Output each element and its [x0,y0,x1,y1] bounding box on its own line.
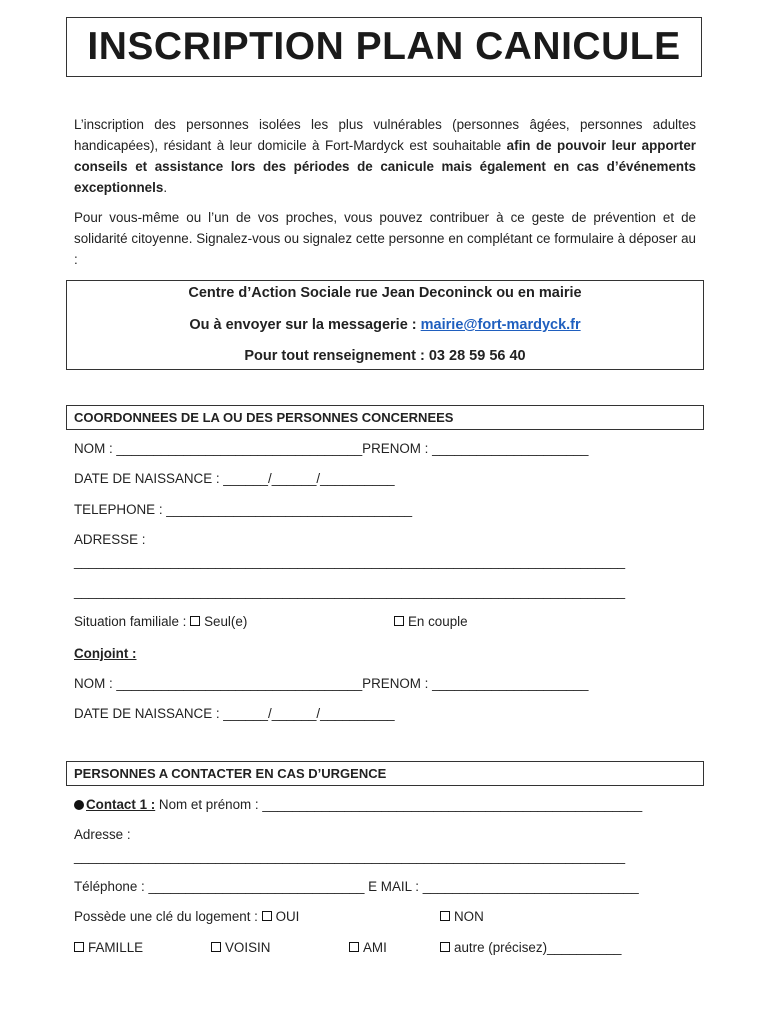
situation-familiale-row [74,614,247,629]
info-phone: Pour tout renseignement : 03 28 59 56 40 [244,348,526,364]
contact-1-label: Contact 1 : [86,797,156,812]
autre-option [440,940,622,955]
email-link[interactable]: mairie@fort-mardyck.fr [420,317,581,333]
couple-checkbox[interactable] [394,616,404,626]
conjoint-heading: Conjoint : [74,646,137,661]
ami-checkbox[interactable] [349,942,359,952]
info-email-line [67,317,703,333]
intro-paragraph-2: Pour vous-même ou l’un de vos proches, vous pouvez contribuer à ce geste de prévention et de solidarité citoyenne. Signalez-vous ou signalez cette personne en complétant ce formulaire à déposer au : [74,210,696,267]
situation-label: Situation familiale : [74,614,191,629]
nom-prenom-field[interactable]: NOM : _________________________________PRENOM : _____________________ [74,441,589,456]
famille-label: FAMILLE [88,940,144,955]
famille-checkbox[interactable] [74,942,84,952]
couple-option [394,614,468,629]
info-address: Centre d’Action Sociale rue Jean Deconinck ou en mairie [188,285,582,301]
conjoint-date-naissance-field[interactable]: DATE DE NAISSANCE : ______/______/__________ [74,706,395,721]
cle-label: Possède une clé du logement : [74,909,262,924]
bullet-icon [74,800,84,810]
seul-label: Seul(e) [204,614,248,629]
adresse-label: ADRESSE : [74,532,146,547]
famille-option [74,940,143,955]
page-title: INSCRIPTION PLAN CANICULE [87,25,681,68]
contact-1-nom-field: Nom et prénom : ___________________________________________________ [155,797,643,812]
contact-1-row[interactable] [74,797,642,812]
adresse-line-2[interactable]: __________________________________________________________________________ [74,584,626,599]
voisin-label: VOISIN [225,940,271,955]
non-label: NON [454,909,484,924]
couple-label: En couple [408,614,468,629]
intro-text-c: . [163,180,168,195]
autre-label: autre (précisez)__________ [454,940,622,955]
info-email-label: Ou à envoyer sur la messagerie : [189,317,421,333]
contact-adresse-label: Adresse : [74,827,131,842]
intro-paragraph-1 [74,114,696,198]
voisin-option [211,940,270,955]
contact-adresse-line[interactable]: __________________________________________________________________________ [74,849,626,864]
conjoint-nom-prenom-field[interactable]: NOM : _________________________________PRENOM : _____________________ [74,676,589,691]
telephone-field[interactable]: TELEPHONE : _________________________________ [74,502,413,517]
info-box [66,280,704,370]
intro-text-bold: afin de pouvoir leur apporter conseils et assistance lors des périodes de canicule mais également en cas d’événements exceptionnels [74,138,696,195]
title-box [66,17,702,77]
ami-option [349,940,387,955]
autre-checkbox[interactable] [440,942,450,952]
voisin-checkbox[interactable] [211,942,221,952]
section-header-coordonnees: COORDONNEES DE LA OU DES PERSONNES CONCERNEES [66,405,704,430]
non-checkbox[interactable] [440,911,450,921]
ami-label: AMI [363,940,387,955]
cle-logement-row [74,909,299,924]
section-header-urgence: PERSONNES A CONTACTER EN CAS D’URGENCE [66,761,704,786]
non-option [440,909,484,924]
date-naissance-field[interactable]: DATE DE NAISSANCE : ______/______/__________ [74,471,395,486]
adresse-line-1[interactable]: __________________________________________________________________________ [74,554,626,569]
intro-text-a: L’inscription des personnes isolées les plus vulnérables (personnes âgées, personnes adultes handicapées), résidant à leur domicile à Fort-Mardyck est souhaitable [74,117,696,153]
contact-tel-email-field[interactable]: Téléphone : _____________________________ E MAIL : _____________________________ [74,879,639,894]
oui-checkbox[interactable] [262,911,272,921]
seul-checkbox[interactable] [190,616,200,626]
oui-label: OUI [275,909,300,924]
